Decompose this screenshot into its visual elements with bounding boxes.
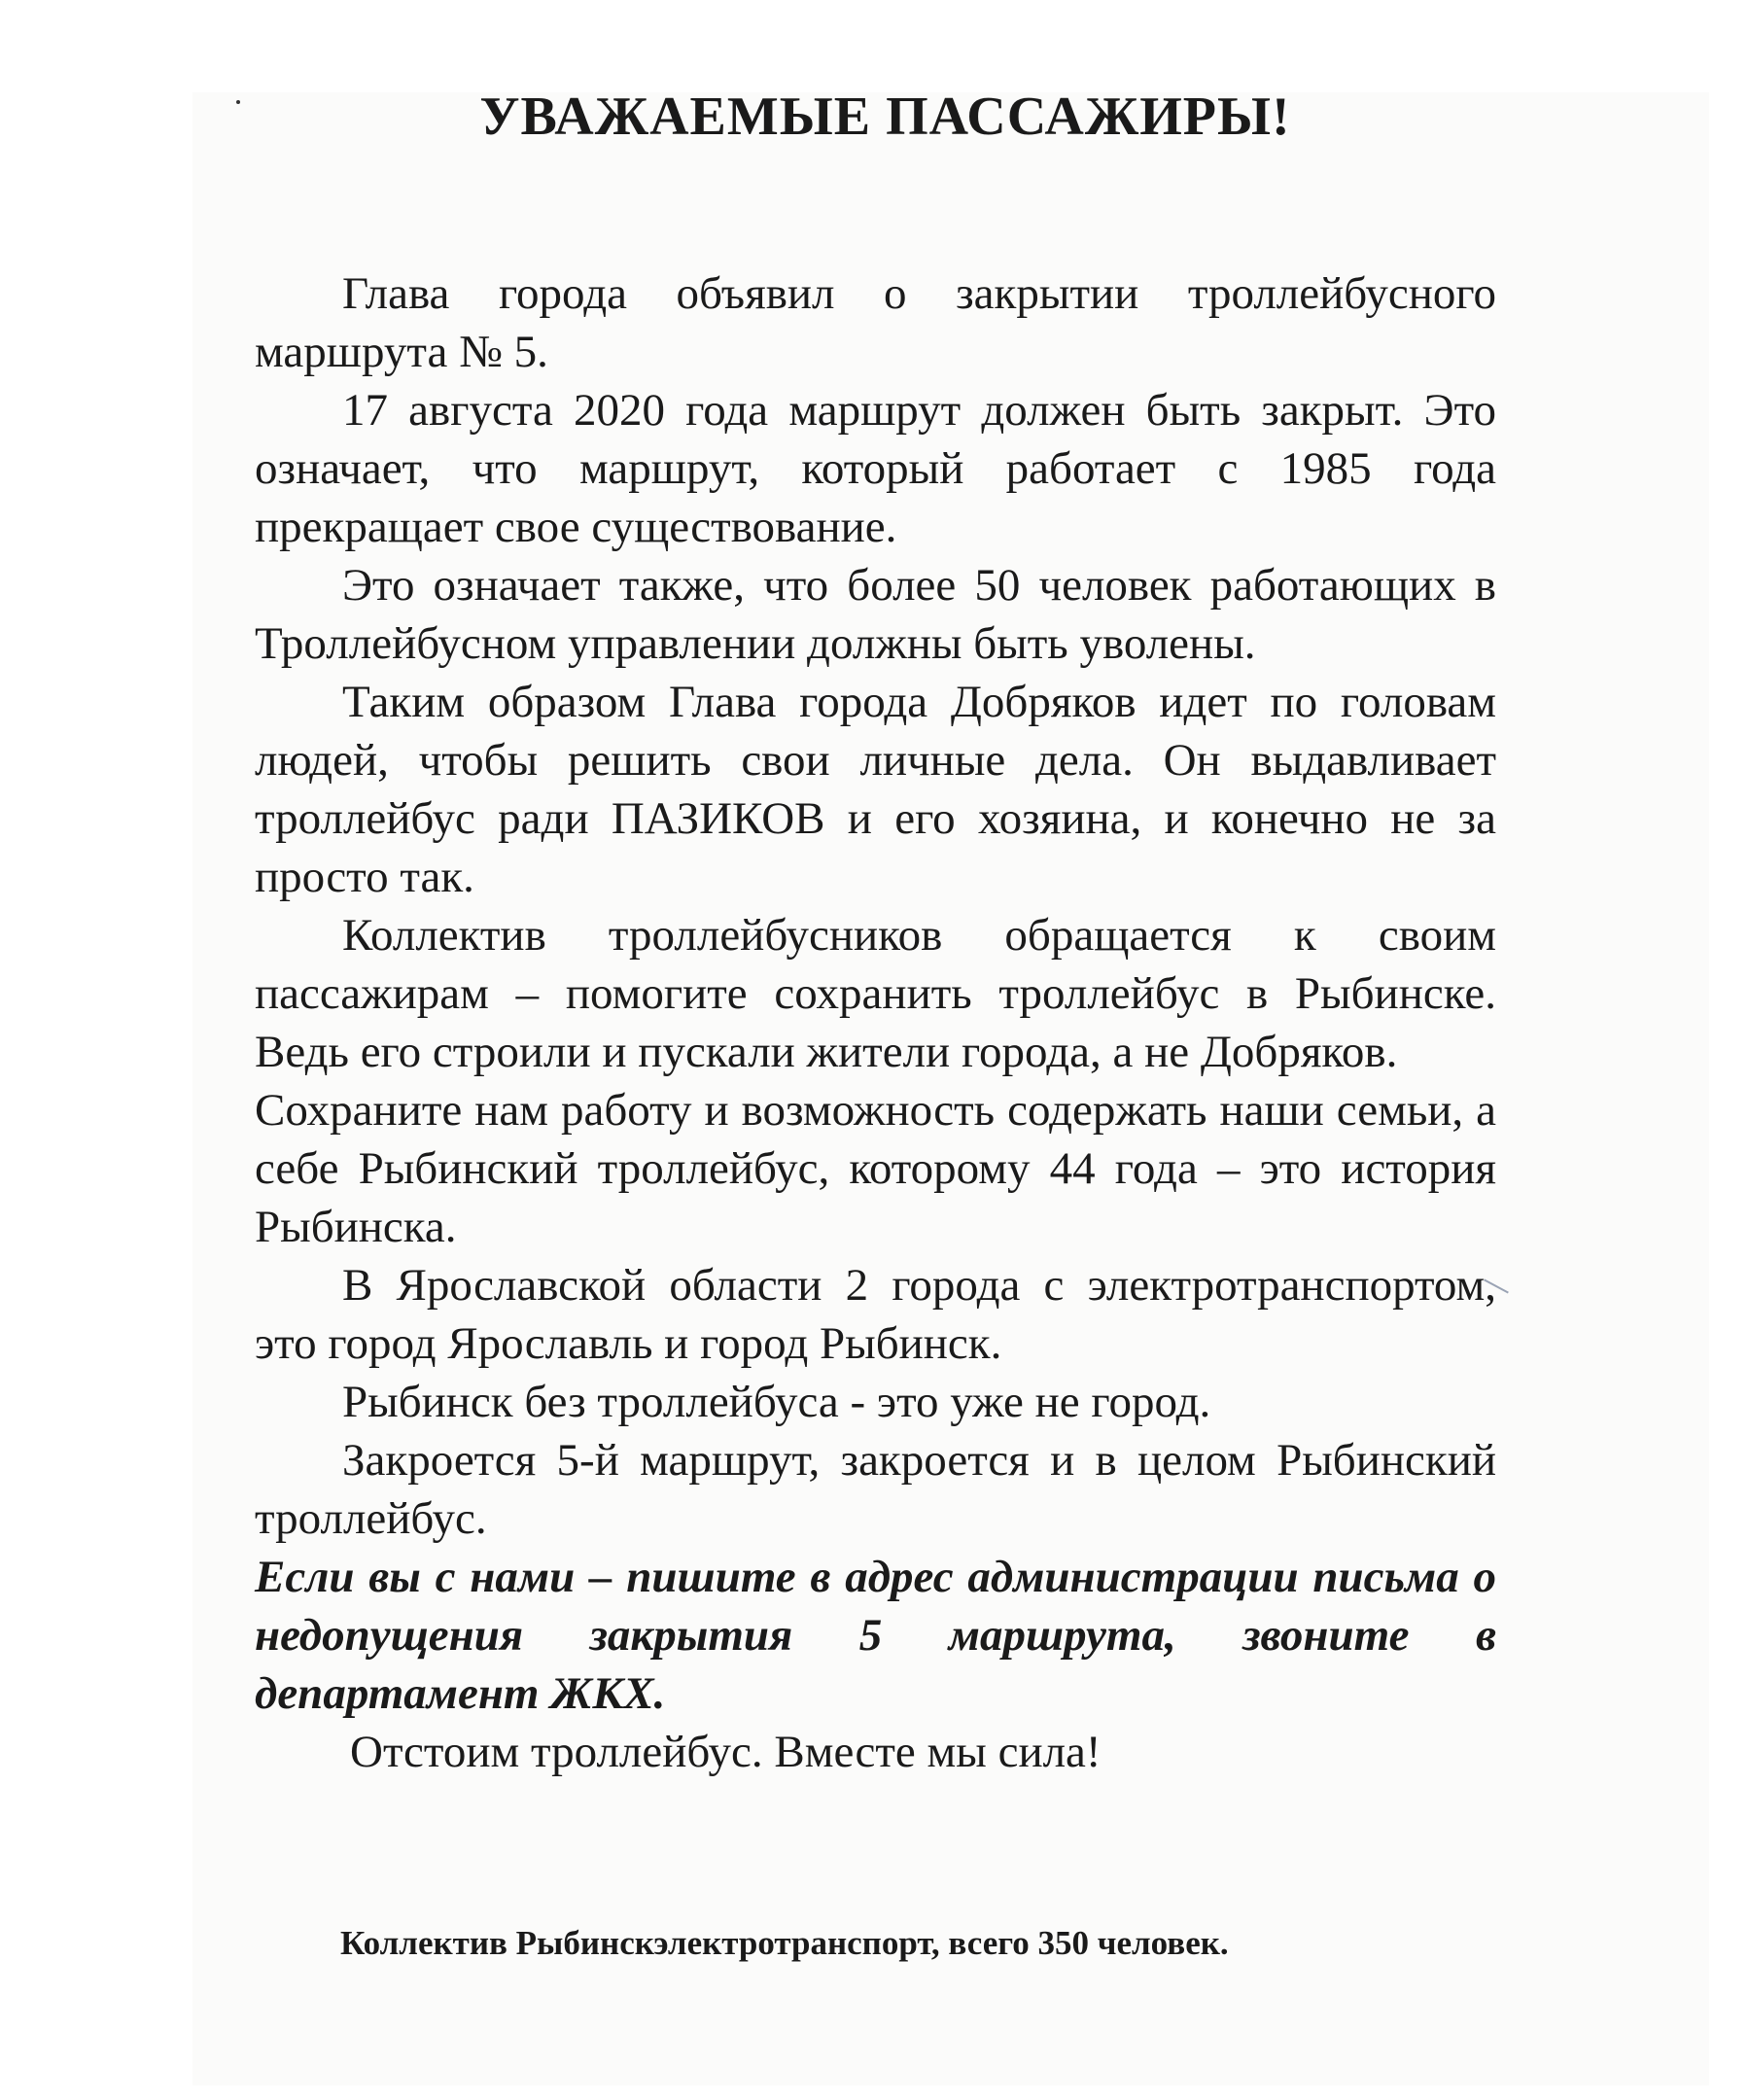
paragraph-mayor: Таким образом Глава города Добряков идет по головам людей, чтобы решить свои личные дела. Он выдавливает троллейбус ради ПАЗИКОВ и его хозяина, и конечно не за просто так. <box>255 677 1496 902</box>
signature-line: Коллектив Рыбинскэлектротранспорт, всего 350 человек. <box>340 1924 1229 1962</box>
paragraph-route-closure: Глава города объявил о закрытии троллейбусного маршрута № 5. <box>255 268 1496 377</box>
paragraph-save-jobs: Сохраните нам работу и возможность содержать наши семьи, а себе Рыбинский троллейбус, которому 44 года – это история Рыбинска. <box>255 1085 1496 1252</box>
leaflet-body <box>255 78 1496 1781</box>
paragraph-call-to-passengers: Коллектив троллейбусников обращается к своим пассажирам – помогите сохранить троллейбус в Рыбинске. Ведь его строили и пускали жители города, а не Добряков. <box>255 910 1496 1077</box>
page-title: УВАЖАЕМЫЕ ПАССАЖИРЫ! <box>479 87 1291 147</box>
paragraph-route-five: Закроется 5-й маршрут, закроется и в целом Рыбинский троллейбус. <box>255 1435 1496 1544</box>
paragraph-region: В Ярославской области 2 города с электротранспортом, это город Ярославль и город Рыбинск. <box>255 1260 1496 1369</box>
appeal-text: Если вы с нами – пишите в адрес администрации письма о недопущения закрытия 5 маршрута, звоните в департамент ЖКХ. <box>255 1552 1496 1719</box>
paragraph-closure-date: 17 августа 2020 года маршрут должен быть закрыт. Это означает, что маршрут, который работает с 1985 года прекращает свое существование. <box>255 385 1496 552</box>
paragraph-layoffs: Это означает также, что более 50 человек работающих в Троллейбусном управлении должны быть уволены. <box>255 560 1496 669</box>
closing-slogan: Отстоим троллейбус. Вместе мы сила! <box>350 1727 1102 1777</box>
scan-dot <box>236 100 240 104</box>
leaflet-text <box>255 264 1496 1781</box>
paragraph-no-city: Рыбинск без троллейбуса - это уже не город. <box>342 1377 1211 1427</box>
